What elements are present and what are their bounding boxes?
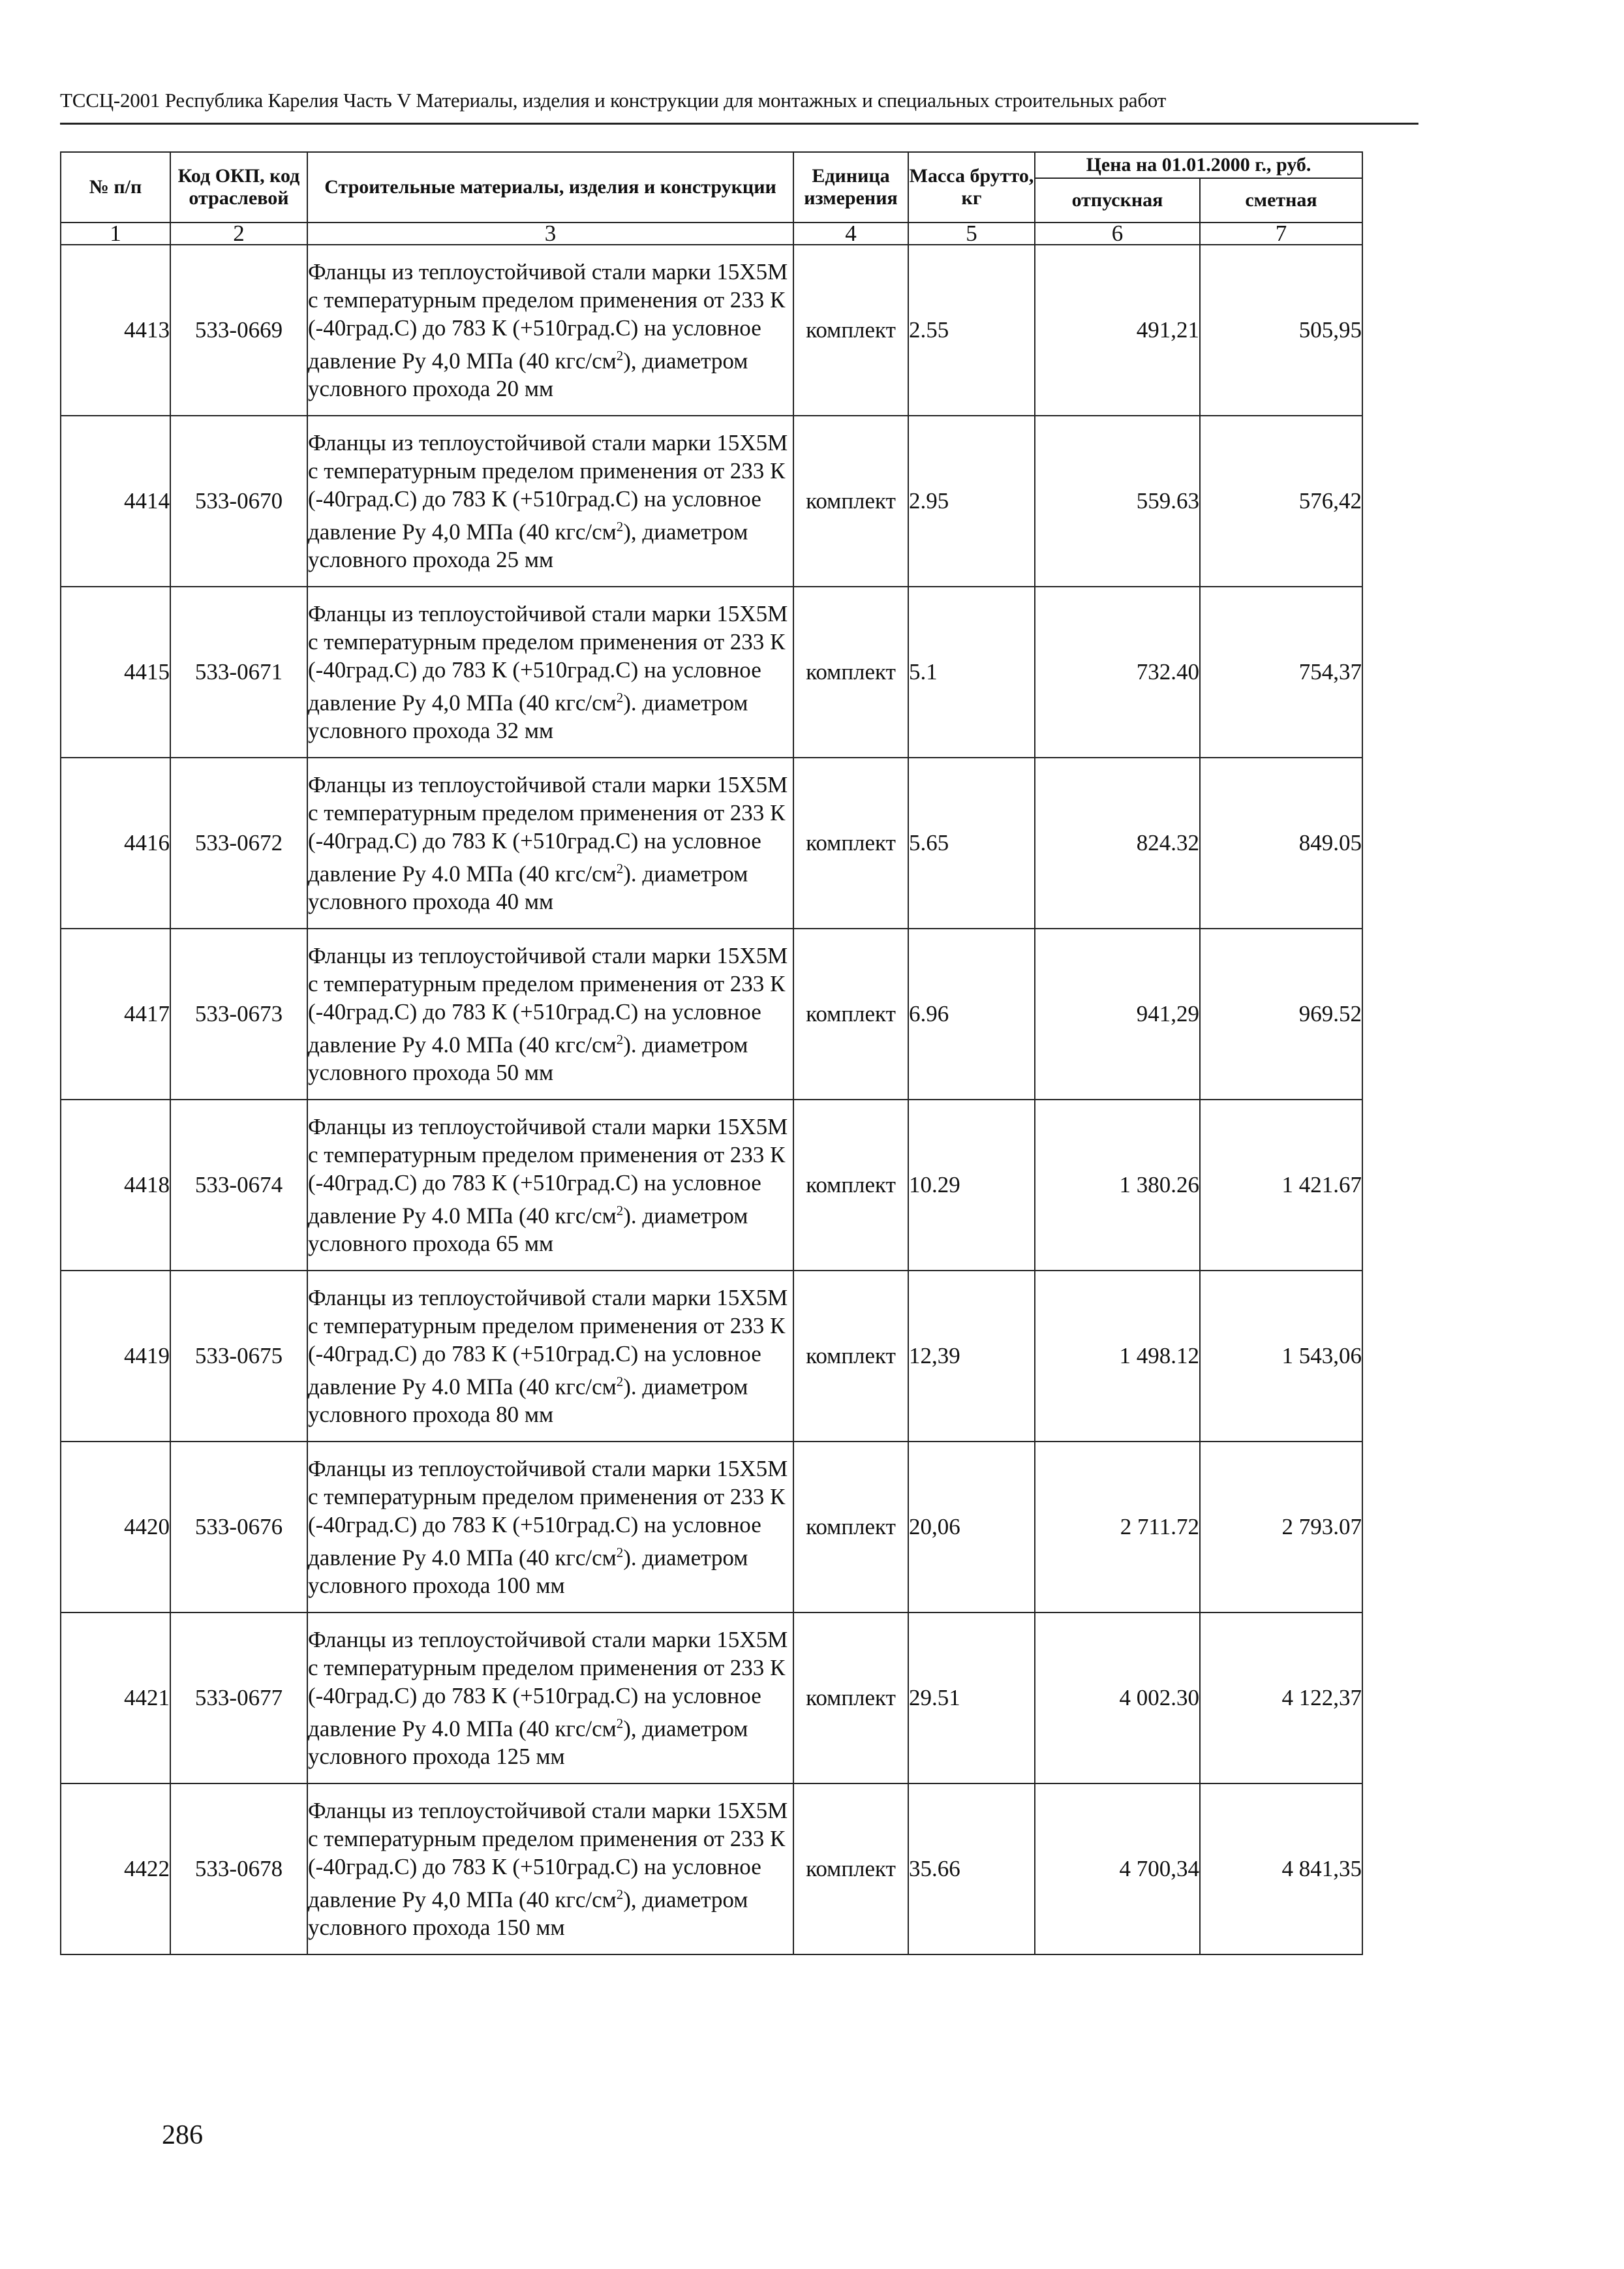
col-header-price-group: Цена на 01.01.2000 г., руб. [1035, 152, 1362, 178]
estimate-price: 969.52 [1200, 929, 1362, 1100]
unit-of-measure: комплект [793, 245, 908, 416]
table-body [61, 245, 1362, 1954]
description-text: Фланцы из теплоустойчивой стали марки 15Х5М с температурным пределом применения от 233 К (-40град.С) до 783 К (+510град.С) на условное давление Ру 4,0 МПа (40 кгс/см [308, 258, 788, 374]
row-number: 4422 [61, 1783, 170, 1954]
superscript: 2 [616, 860, 624, 876]
okp-code: 533-0678 [170, 1783, 307, 1954]
table-row [61, 1783, 1362, 1954]
col-header-price-estimate: сметная [1200, 178, 1362, 223]
table-row [61, 758, 1362, 929]
description-text: Фланцы из теплоустойчивой стали марки 15Х5М с температурным пределом применения от 233 К (-40град.С) до 783 К (+510град.С) на условное давление Ру 4,0 МПа (40 кгс/см [308, 429, 788, 545]
estimate-price: 849.05 [1200, 758, 1362, 929]
header-divider [60, 123, 1418, 125]
table-header-row [61, 152, 1362, 178]
column-number: 2 [170, 223, 307, 245]
okp-code: 533-0671 [170, 587, 307, 758]
gross-mass: 12,39 [908, 1271, 1035, 1442]
superscript: 2 [616, 1715, 624, 1731]
unit-of-measure: комплект [793, 929, 908, 1100]
column-number: 6 [1035, 223, 1200, 245]
row-number: 4420 [61, 1442, 170, 1613]
table-row [61, 245, 1362, 416]
description-text-tail: ), диаметром условного прохода 20 мм [308, 348, 748, 402]
col-header-num: № п/п [61, 152, 170, 223]
material-description [307, 1271, 793, 1442]
page-number: 286 [162, 2120, 203, 2150]
superscript: 2 [616, 689, 624, 705]
column-number: 1 [61, 223, 170, 245]
unit-of-measure: комплект [793, 1100, 908, 1271]
okp-code: 533-0672 [170, 758, 307, 929]
material-description [307, 929, 793, 1100]
material-description [307, 758, 793, 929]
release-price: 491,21 [1035, 245, 1200, 416]
material-description [307, 1783, 793, 1954]
unit-of-measure: комплект [793, 1613, 908, 1783]
okp-code: 533-0675 [170, 1271, 307, 1442]
superscript: 2 [616, 347, 624, 363]
unit-of-measure: комплект [793, 587, 908, 758]
okp-code: 533-0677 [170, 1613, 307, 1783]
row-number: 4419 [61, 1271, 170, 1442]
description-text-tail: ), диаметром условного прохода 125 мм [308, 1716, 748, 1770]
material-description [307, 245, 793, 416]
description-text: Фланцы из теплоустойчивой стали марки 15Х5М с температурным пределом применения от 233 К (-40град.С) до 783 К (+510град.С) на условное давление Ру 4,0 МПа (40 кгс/см [308, 1797, 788, 1913]
col-header-unit: Единица измерения [793, 152, 908, 223]
description-text: Фланцы из теплоустойчивой стали марки 15Х5М с температурным пределом применения от 233 К (-40град.С) до 783 К (+510град.С) на условное давление Ру 4.0 МПа (40 кгс/см [308, 1284, 788, 1400]
description-text: Фланцы из теплоустойчивой стали марки 15Х5М с температурным пределом применения от 233 К (-40град.С) до 783 К (+510град.С) на условное давление Ру 4.0 МПа (40 кгс/см [308, 1626, 788, 1742]
superscript: 2 [616, 1202, 624, 1218]
release-price: 559.63 [1035, 416, 1200, 587]
gross-mass: 2.95 [908, 416, 1035, 587]
column-number: 7 [1200, 223, 1362, 245]
table-row [61, 1613, 1362, 1783]
estimate-price: 1 543,06 [1200, 1271, 1362, 1442]
gross-mass: 10.29 [908, 1100, 1035, 1271]
okp-code: 533-0673 [170, 929, 307, 1100]
document-header: ТССЦ-2001 Республика Карелия Часть V Материалы, изделия и конструкции для монтажных и специальных строительных работ [60, 89, 1167, 112]
superscript: 2 [616, 1544, 624, 1560]
description-text-tail: ). диаметром условного прохода 65 мм [308, 1203, 748, 1257]
row-number: 4415 [61, 587, 170, 758]
description-text: Фланцы из теплоустойчивой стали марки 15Х5М с температурным пределом применения от 233 К (-40град.С) до 783 К (+510град.С) на условное давление Ру 4.0 МПа (40 кгс/см [308, 1113, 788, 1229]
release-price: 4 700,34 [1035, 1783, 1200, 1954]
unit-of-measure: комплект [793, 416, 908, 587]
material-description [307, 1100, 793, 1271]
description-text: Фланцы из теплоустойчивой стали марки 15Х5М с температурным пределом применения от 233 К (-40град.С) до 783 К (+510град.С) на условное давление Ру 4.0 МПа (40 кгс/см [308, 1455, 788, 1571]
estimate-price: 754,37 [1200, 587, 1362, 758]
description-text-tail: ). диаметром условного прохода 32 мм [308, 690, 748, 744]
table-row [61, 587, 1362, 758]
row-number: 4414 [61, 416, 170, 587]
row-number: 4418 [61, 1100, 170, 1271]
column-number: 5 [908, 223, 1035, 245]
gross-mass: 35.66 [908, 1783, 1035, 1954]
release-price: 941,29 [1035, 929, 1200, 1100]
table-row [61, 1100, 1362, 1271]
row-number: 4416 [61, 758, 170, 929]
unit-of-measure: комплект [793, 758, 908, 929]
description-text-tail: ). диаметром условного прохода 100 мм [308, 1545, 748, 1599]
estimate-price: 2 793.07 [1200, 1442, 1362, 1613]
material-description [307, 587, 793, 758]
gross-mass: 6.96 [908, 929, 1035, 1100]
description-text-tail: ). диаметром условного прохода 80 мм [308, 1374, 748, 1428]
description-text-tail: ), диаметром условного прохода 150 мм [308, 1887, 748, 1941]
col-header-price-release: отпускная [1035, 178, 1200, 223]
gross-mass: 29.51 [908, 1613, 1035, 1783]
estimate-price: 505,95 [1200, 245, 1362, 416]
table-row [61, 929, 1362, 1100]
description-text-tail: ). диаметром условного прохода 40 мм [308, 861, 748, 915]
release-price: 1 380.26 [1035, 1100, 1200, 1271]
col-header-mass: Масса брутто, кг [908, 152, 1035, 223]
description-text: Фланцы из теплоустойчивой стали марки 15Х5М с температурным пределом применения от 233 К (-40град.С) до 783 К (+510град.С) на условное давление Ру 4.0 МПа (40 кгс/см [308, 942, 788, 1058]
superscript: 2 [616, 1886, 624, 1902]
row-number: 4413 [61, 245, 170, 416]
superscript: 2 [616, 1373, 624, 1389]
table-row [61, 416, 1362, 587]
release-price: 4 002.30 [1035, 1613, 1200, 1783]
release-price: 1 498.12 [1035, 1271, 1200, 1442]
material-description [307, 416, 793, 587]
unit-of-measure: комплект [793, 1271, 908, 1442]
release-price: 732.40 [1035, 587, 1200, 758]
material-description [307, 1613, 793, 1783]
estimate-price: 576,42 [1200, 416, 1362, 587]
estimate-price: 4 841,35 [1200, 1783, 1362, 1954]
description-text-tail: ), диаметром условного прохода 25 мм [308, 519, 748, 573]
okp-code: 533-0670 [170, 416, 307, 587]
table-row [61, 1271, 1362, 1442]
column-number-row [61, 223, 1362, 245]
okp-code: 533-0669 [170, 245, 307, 416]
description-text: Фланцы из теплоустойчивой стали марки 15Х5М с температурным пределом применения от 233 К (-40град.С) до 783 К (+510град.С) на условное давление Ру 4,0 МПа (40 кгс/см [308, 600, 788, 716]
column-number: 3 [307, 223, 793, 245]
description-text: Фланцы из теплоустойчивой стали марки 15Х5М с температурным пределом применения от 233 К (-40град.С) до 783 К (+510град.С) на условное давление Ру 4.0 МПа (40 кгс/см [308, 771, 788, 887]
gross-mass: 5.65 [908, 758, 1035, 929]
price-table [60, 151, 1363, 1955]
table-row [61, 1442, 1362, 1613]
row-number: 4417 [61, 929, 170, 1100]
release-price: 2 711.72 [1035, 1442, 1200, 1613]
material-description [307, 1442, 793, 1613]
estimate-price: 1 421.67 [1200, 1100, 1362, 1271]
row-number: 4421 [61, 1613, 170, 1783]
okp-code: 533-0676 [170, 1442, 307, 1613]
superscript: 2 [616, 518, 624, 534]
okp-code: 533-0674 [170, 1100, 307, 1271]
description-text-tail: ). диаметром условного прохода 50 мм [308, 1032, 748, 1086]
col-header-material: Строительные материалы, изделия и конструкции [307, 152, 793, 223]
gross-mass: 2.55 [908, 245, 1035, 416]
gross-mass: 20,06 [908, 1442, 1035, 1613]
release-price: 824.32 [1035, 758, 1200, 929]
column-number: 4 [793, 223, 908, 245]
unit-of-measure: комплект [793, 1442, 908, 1613]
superscript: 2 [616, 1031, 624, 1047]
estimate-price: 4 122,37 [1200, 1613, 1362, 1783]
unit-of-measure: комплект [793, 1783, 908, 1954]
col-header-okp: Код ОКП, код отраслевой [170, 152, 307, 223]
gross-mass: 5.1 [908, 587, 1035, 758]
